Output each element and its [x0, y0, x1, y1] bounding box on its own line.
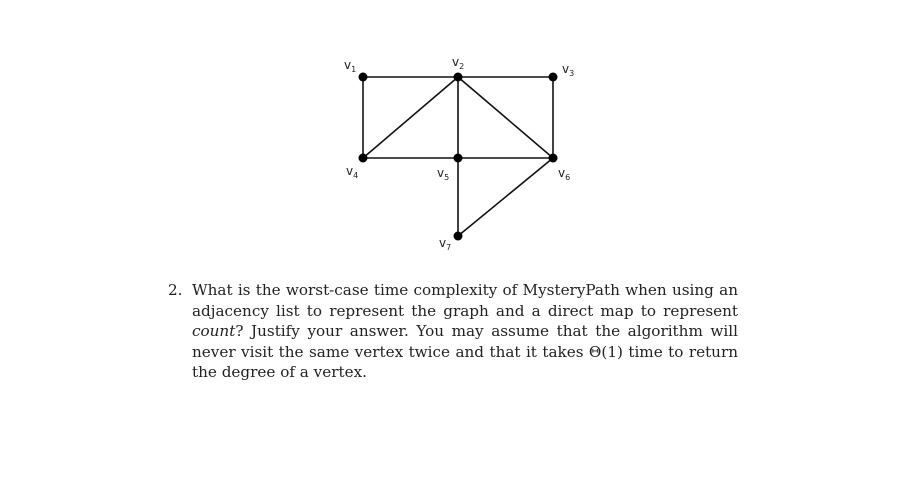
graph-vertex-label-v5: $v_5$ — [437, 166, 450, 182]
graph-vertex-label-v6: $v_6$ — [558, 166, 571, 182]
question-text-part2: ? Justify your answer. You may assume that the algorithm will never visit the same vertex twice and that it takes Θ(1) time to return the degree of a vertex. — [192, 322, 738, 381]
graph-vertex-labels — [344, 55, 574, 252]
question-text-part1: What is the worst-case time complexity of MysteryPath when using an adjacency list to represent the graph and a direct map to represent — [192, 281, 738, 320]
graph-vertex-label-v2: $v_2$ — [452, 55, 465, 71]
graph-vertex-label-v1: $v_1$ — [344, 58, 357, 74]
graph-vertex-v2 — [454, 73, 463, 82]
question-number: 2. — [168, 281, 183, 299]
graph-vertex-v4 — [359, 154, 368, 163]
graph-vertex-v1 — [359, 73, 368, 82]
graph-vertex-v3 — [549, 73, 558, 82]
graph-edge-v4-v2 — [363, 77, 458, 158]
graph-edge-v7-v6 — [458, 158, 553, 236]
graph-vertex-label-v4: $v_4$ — [346, 164, 359, 180]
graph-edge-v2-v6 — [458, 77, 553, 158]
graph-vertex-v6 — [549, 154, 558, 163]
question-emphasis-count: count — [192, 322, 236, 340]
graph-vertex-v7 — [454, 232, 463, 241]
graph-vertex-v5 — [454, 154, 463, 163]
question-text — [192, 280, 738, 383]
graph-vertex-label-v7: $v_7$ — [439, 236, 452, 252]
question-2 — [168, 280, 738, 383]
question-row — [168, 280, 738, 383]
graph-vertex-label-v3: $v_3$ — [562, 62, 575, 78]
